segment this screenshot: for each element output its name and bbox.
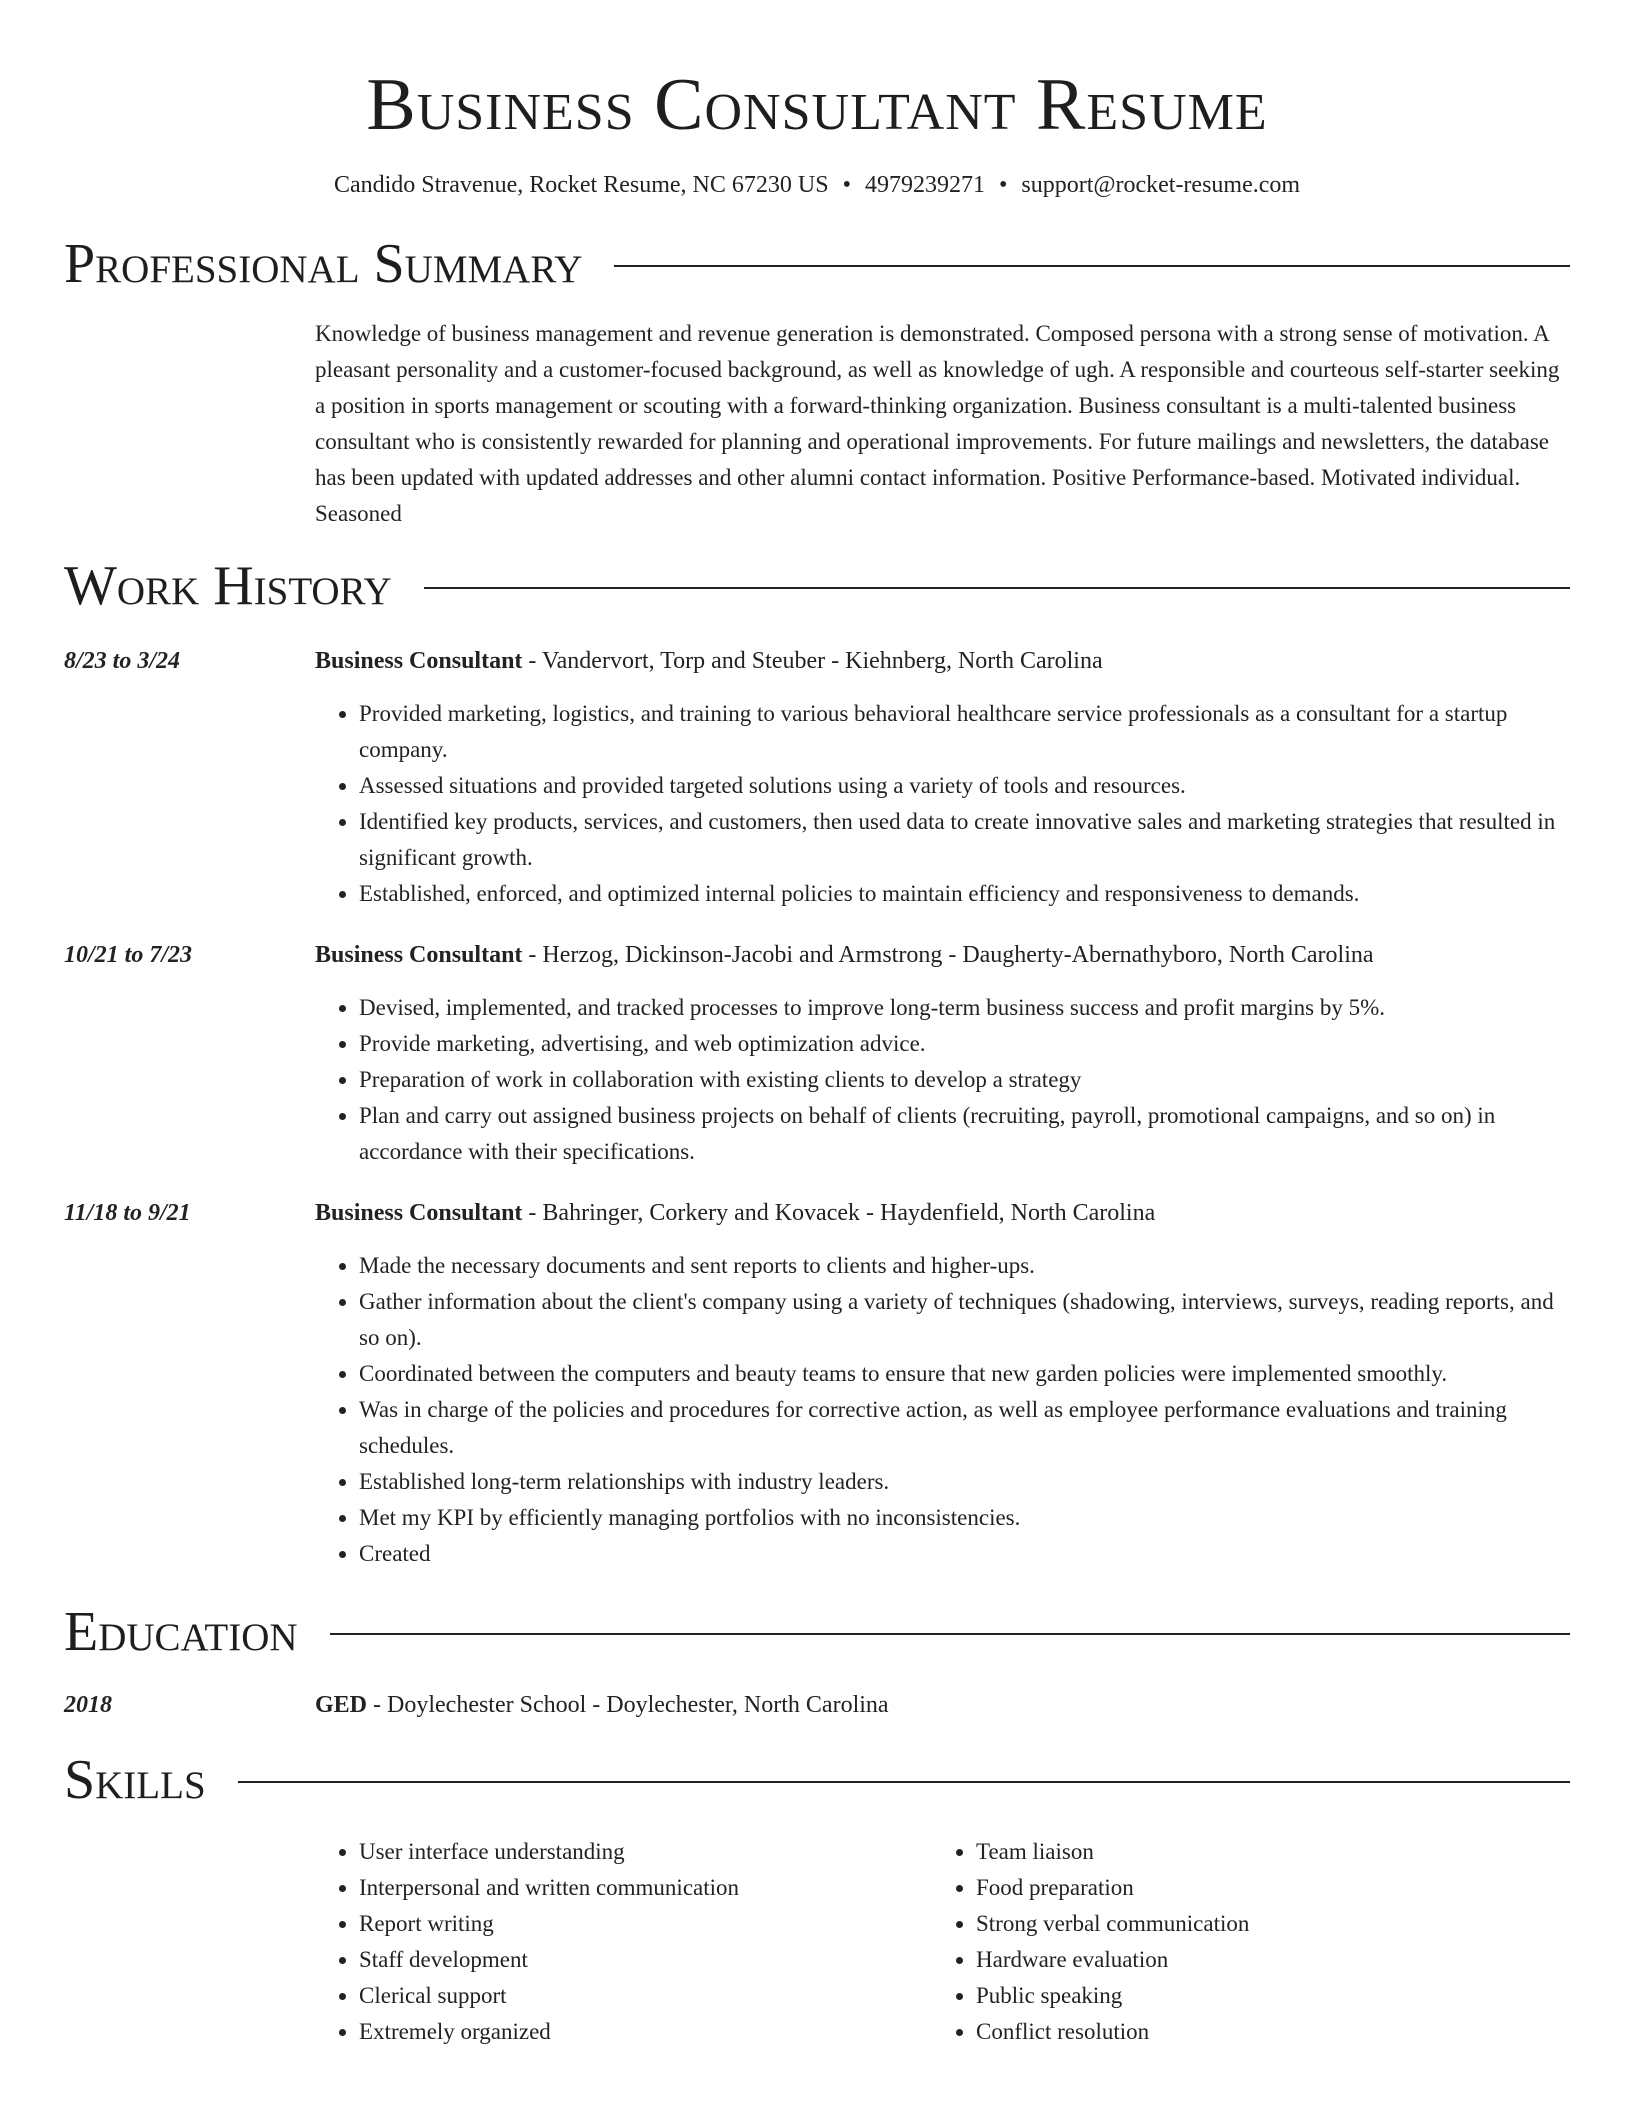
contact-separator: • bbox=[998, 172, 1008, 198]
summary-section-header bbox=[64, 232, 1570, 296]
summary-text: Knowledge of business management and revenue generation is demonstrated. Composed persona with a strong sense of motivation. A pleasant personality and a customer-focused background, as well as knowledge of ugh. A responsible and courteous self-starter seeking a position in sports management or scouting with a forward-thinking organization. Business consultant is a multi-talented business consultant who is consistently rewarded for planning and operational improvements. For future mailings and newsletters, the database has been updated with updated addresses and other alumni contact information. Positive Performance-based. Motivated individual. Seasoned bbox=[315, 321, 1560, 526]
job-bullet: • Provided marketing, logistics, and training to various behavioral healthcare service professionals as a consultant for a startup company. bbox=[359, 696, 1570, 768]
job-bullet: • Gather information about the client's company using a variety of techniques (shadowing, interviews, surveys, reading reports, and so on). bbox=[359, 1284, 1570, 1356]
job-date: 8/23 to 3/24 bbox=[64, 648, 181, 674]
skills-column-right bbox=[932, 1834, 1249, 2050]
job-bullets bbox=[315, 1248, 1570, 1572]
job-details: - Bahringer, Corkery and Kovacek - Haydenfield, North Carolina bbox=[522, 1200, 1156, 1226]
job-bullet: • Identified key products, services, and customers, then used data to create innovative sales and marketing strategies that resulted in significant growth. bbox=[359, 804, 1570, 876]
resume-title: Business Consultant Resume bbox=[366, 64, 1268, 146]
job-details: - Vandervort, Torp and Steuber - Kiehnberg, North Carolina bbox=[522, 648, 1103, 674]
job-bullet: • Created bbox=[359, 1536, 1570, 1572]
section-divider bbox=[330, 1633, 1570, 1635]
job-bullets bbox=[315, 990, 1570, 1170]
job-bullet: • Made the necessary documents and sent reports to clients and higher-ups. bbox=[359, 1248, 1570, 1284]
skill-item: • Staff development bbox=[359, 1942, 932, 1978]
job-body bbox=[315, 938, 1570, 1170]
job-bullet: • Met my KPI by efficiently managing portfolios with no inconsistencies. bbox=[359, 1500, 1570, 1536]
education-date: 2018 bbox=[64, 1692, 112, 1718]
job-bullets bbox=[315, 696, 1570, 912]
contact-line bbox=[64, 170, 1570, 200]
job-heading bbox=[315, 938, 1570, 972]
skill-item: • Conflict resolution bbox=[976, 2014, 1249, 2050]
job-date: 10/21 to 7/23 bbox=[64, 942, 193, 968]
skills-column-left bbox=[315, 1834, 932, 2050]
skills-list bbox=[315, 1834, 1570, 2050]
job-bullet: • Established, enforced, and optimized internal policies to maintain efficiency and responsiveness to demands. bbox=[359, 876, 1570, 912]
resume-page bbox=[64, 0, 1570, 2050]
work-section-header bbox=[64, 554, 1570, 618]
job-bullet: • Provide marketing, advertising, and web optimization advice. bbox=[359, 1026, 1570, 1062]
skill-item: • Clerical support bbox=[359, 1978, 932, 2014]
job-bullet: • Assessed situations and provided targeted solutions using a variety of tools and resources. bbox=[359, 768, 1570, 804]
education-degree: GED bbox=[315, 1692, 368, 1718]
job-title: Business Consultant bbox=[315, 1200, 523, 1226]
skill-item: • Hardware evaluation bbox=[976, 1942, 1249, 1978]
skill-item: • Report writing bbox=[359, 1906, 932, 1942]
job-heading bbox=[315, 644, 1570, 678]
contact-address: Candido Stravenue, Rocket Resume, NC 67230 US bbox=[333, 172, 829, 198]
skill-item: • Public speaking bbox=[976, 1978, 1249, 2014]
job-bullet: • Coordinated between the computers and beauty teams to ensure that new garden policies were implemented smoothly. bbox=[359, 1356, 1570, 1392]
job-bullet: • Preparation of work in collaboration with existing clients to develop a strategy bbox=[359, 1062, 1570, 1098]
education-heading-line bbox=[315, 1688, 889, 1722]
job-title: Business Consultant bbox=[315, 648, 523, 674]
summary-heading: Professional Summary bbox=[64, 233, 583, 295]
skill-item: • User interface understanding bbox=[359, 1834, 932, 1870]
job-details: - Herzog, Dickinson-Jacobi and Armstrong - Daugherty-Abernathyboro, North Carolina bbox=[522, 942, 1374, 968]
contact-email: support@rocket-resume.com bbox=[1021, 172, 1301, 198]
section-divider bbox=[424, 587, 1570, 589]
skills-section-header bbox=[64, 1748, 1570, 1812]
job-heading bbox=[315, 1196, 1570, 1230]
job-bullet: • Plan and carry out assigned business projects on behalf of clients (recruiting, payroll, promotional campaigns, and so on) in accordance with their specifications. bbox=[359, 1098, 1570, 1170]
work-heading: Work History bbox=[64, 555, 392, 617]
job-bullet: • Was in charge of the policies and procedures for corrective action, as well as employee performance evaluations and training schedules. bbox=[359, 1392, 1570, 1464]
job-date: 11/18 to 9/21 bbox=[64, 1200, 191, 1226]
job-body bbox=[315, 1196, 1570, 1572]
job-bullet: • Established long-term relationships with industry leaders. bbox=[359, 1464, 1570, 1500]
job-bullet: • Devised, implemented, and tracked processes to improve long-term business success and profit margins by 5%. bbox=[359, 990, 1570, 1026]
skill-item: • Food preparation bbox=[976, 1870, 1249, 1906]
contact-phone: 4979239271 bbox=[864, 172, 985, 198]
education-details: - Doylechester School - Doylechester, North Carolina bbox=[367, 1692, 889, 1718]
skill-item: • Strong verbal communication bbox=[976, 1906, 1249, 1942]
job-body bbox=[315, 644, 1570, 912]
education-section-header bbox=[64, 1600, 1570, 1664]
job-entry bbox=[64, 644, 1570, 912]
work-list bbox=[64, 644, 1570, 1572]
skills-heading: Skills bbox=[64, 1749, 206, 1811]
skill-item: • Extremely organized bbox=[359, 2014, 932, 2050]
education-heading: Education bbox=[64, 1601, 298, 1663]
skill-item: • Interpersonal and written communication bbox=[359, 1870, 932, 1906]
section-divider bbox=[614, 265, 1570, 267]
contact-separator: • bbox=[842, 172, 851, 198]
job-entry bbox=[64, 1196, 1570, 1572]
job-entry bbox=[64, 938, 1570, 1170]
section-divider bbox=[238, 1781, 1570, 1783]
education-entry bbox=[64, 1688, 1570, 1722]
skill-item: • Team liaison bbox=[976, 1834, 1249, 1870]
job-title: Business Consultant bbox=[315, 942, 523, 968]
